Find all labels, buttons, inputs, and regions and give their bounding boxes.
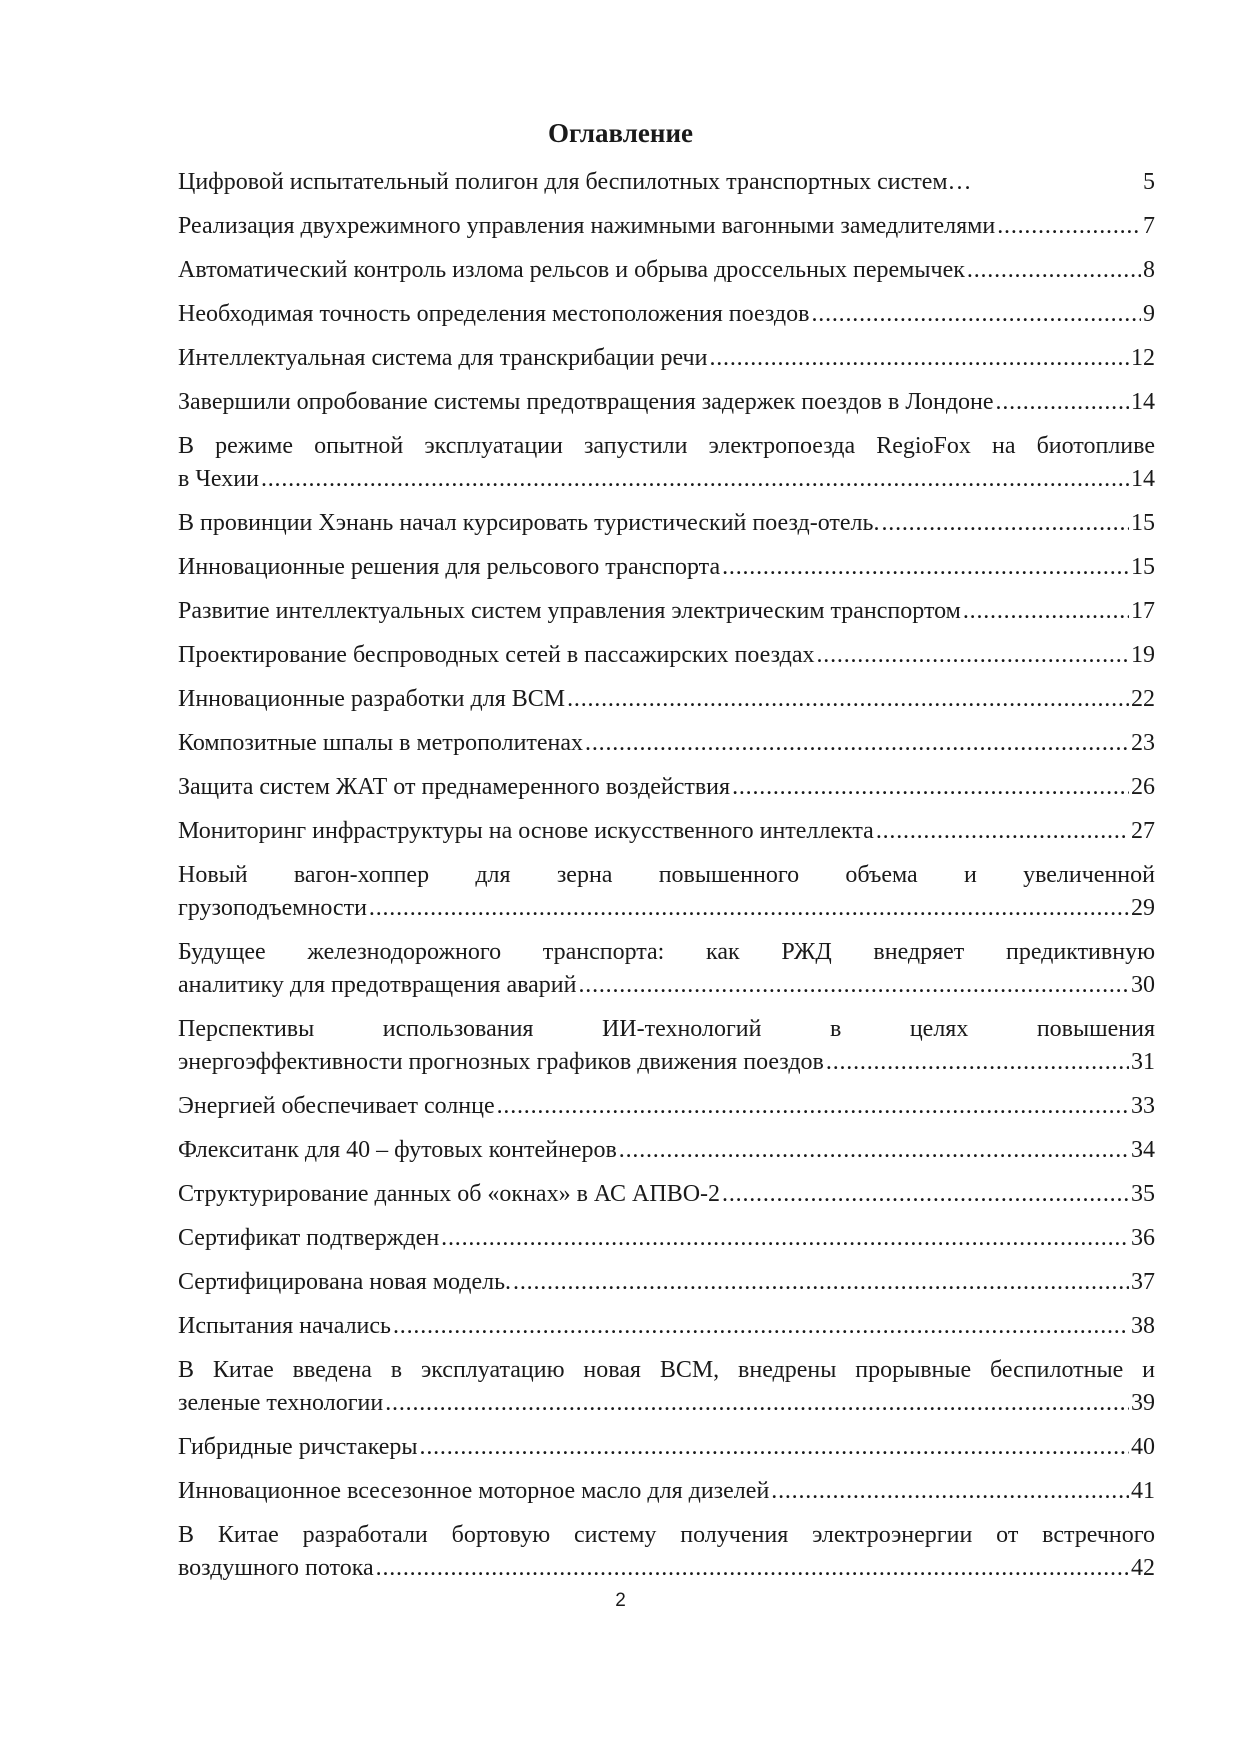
toc-entry-page: 26 bbox=[1131, 774, 1155, 800]
toc-entry-title: В Китае разработали бортовую систему получения электроэнергии от встречного bbox=[178, 1522, 1155, 1548]
toc-entry-title: Будущее железнодорожного транспорта: как РЖД внедряет предиктивную bbox=[178, 939, 1155, 965]
toc-entry-title: Структурирование данных об «окнах» в АС АПВО-2 bbox=[178, 1181, 721, 1207]
toc-entry-title: Энергией обеспечивает солнце bbox=[178, 1093, 495, 1119]
toc-entry[interactable] bbox=[178, 1013, 1155, 1079]
toc-entry-page: 33 bbox=[1131, 1093, 1155, 1119]
page-number: 2 bbox=[615, 1590, 626, 1611]
toc-entry-page: 14 bbox=[1131, 389, 1155, 415]
toc-entry[interactable] bbox=[178, 254, 1155, 287]
toc-entry[interactable] bbox=[178, 298, 1155, 331]
table-of-contents bbox=[178, 166, 1155, 1596]
toc-entry[interactable] bbox=[178, 386, 1155, 419]
toc-entry-title: Мониторинг инфраструктуры на основе искусственного интеллекта bbox=[178, 818, 874, 844]
toc-entry-title: Инновационные разработки для ВСМ bbox=[178, 686, 566, 712]
toc-entry-title-cont: грузоподъемности bbox=[178, 895, 367, 921]
toc-entry-title: Инновационное всесезонное моторное масло для дизелей bbox=[178, 1478, 770, 1504]
toc-entry[interactable] bbox=[178, 683, 1155, 716]
toc-entry-title: Инновационные решения для рельсового транспорта bbox=[178, 554, 721, 580]
toc-entry-title: В Китае введена в эксплуатацию новая ВСМ, внедрены прорывные беспилотные и bbox=[178, 1357, 1155, 1383]
toc-entry-title: Сертификат подтвержден bbox=[178, 1225, 440, 1251]
toc-entry[interactable] bbox=[178, 166, 1155, 199]
toc-entry-title: Перспективы использования ИИ-технологий в целях повышения bbox=[178, 1016, 1155, 1042]
dot-leader bbox=[369, 892, 1129, 925]
toc-entry-title: Сертифицирована новая модель. bbox=[178, 1269, 512, 1295]
toc-entry[interactable] bbox=[178, 859, 1155, 925]
toc-entry-title-cont: зеленые технологии bbox=[178, 1390, 384, 1416]
toc-entry-page: 30 bbox=[1131, 972, 1155, 998]
toc-entry-page: 15 bbox=[1131, 554, 1155, 580]
toc-entry-title: Завершили опробование системы предотвращения задержек поездов в Лондоне bbox=[178, 389, 994, 415]
toc-entry-title-cont: в Чехии bbox=[178, 466, 259, 492]
toc-entry[interactable] bbox=[178, 551, 1155, 584]
toc-entry[interactable] bbox=[178, 771, 1155, 804]
dot-leader bbox=[619, 1134, 1129, 1167]
toc-entry-title: Новый вагон-хоппер для зерна повышенного объема и увеличенной bbox=[178, 862, 1155, 888]
toc-entry[interactable] bbox=[178, 1178, 1155, 1211]
toc-entry-title-cont: воздушного потока bbox=[178, 1555, 374, 1581]
toc-entry[interactable] bbox=[178, 727, 1155, 760]
toc-entry[interactable] bbox=[178, 815, 1155, 848]
toc-entry-title: Флекситанк для 40 – футовых контейнеров bbox=[178, 1137, 617, 1163]
dot-leader bbox=[811, 298, 1141, 331]
dot-leader bbox=[385, 1387, 1129, 1420]
toc-entry-title: Развитие интеллектуальных систем управления электрическим транспортом bbox=[178, 598, 961, 624]
dot-leader bbox=[441, 1222, 1129, 1255]
toc-entry-page: 19 bbox=[1131, 642, 1155, 668]
dot-leader bbox=[261, 463, 1129, 496]
toc-entry-title: Автоматический контроль излома рельсов и обрыва дроссельных перемычек bbox=[178, 257, 965, 283]
toc-entry-page: 29 bbox=[1131, 895, 1155, 921]
dot-leader bbox=[826, 1046, 1129, 1079]
page-title: Оглавление bbox=[548, 118, 693, 148]
toc-entry-title: Защита систем ЖАТ от преднамеренного воздействия bbox=[178, 774, 731, 800]
toc-entry-page: 12 bbox=[1131, 345, 1155, 371]
dot-leader bbox=[963, 595, 1129, 628]
dot-leader bbox=[732, 771, 1129, 804]
toc-entry[interactable] bbox=[178, 342, 1155, 375]
toc-entry-page: 42 bbox=[1131, 1555, 1155, 1581]
toc-entry-page: 22 bbox=[1131, 686, 1155, 712]
toc-entry-page: 39 bbox=[1131, 1390, 1155, 1416]
toc-entry-page: 31 bbox=[1131, 1049, 1155, 1075]
dot-leader bbox=[996, 386, 1129, 419]
toc-entry[interactable] bbox=[178, 1266, 1155, 1299]
dot-leader bbox=[709, 342, 1129, 375]
toc-entry-page: 17 bbox=[1131, 598, 1155, 624]
dot-leader bbox=[497, 1090, 1129, 1123]
toc-entry[interactable] bbox=[178, 1431, 1155, 1464]
dot-leader bbox=[567, 683, 1129, 716]
toc-entry[interactable] bbox=[178, 1475, 1155, 1508]
toc-entry-page: 40 bbox=[1131, 1434, 1155, 1460]
toc-entry[interactable] bbox=[178, 1222, 1155, 1255]
dot-leader bbox=[585, 727, 1129, 760]
dot-leader bbox=[376, 1552, 1129, 1585]
toc-entry-title: Проектирование беспроводных сетей в пассажирских поездах bbox=[178, 642, 815, 668]
dot-leader bbox=[997, 210, 1141, 243]
toc-entry-title: Композитные шпалы в метрополитенах bbox=[178, 730, 584, 756]
toc-entry-page: 27 bbox=[1131, 818, 1155, 844]
dot-leader bbox=[578, 969, 1129, 1002]
toc-entry-page: 38 bbox=[1131, 1313, 1155, 1339]
dot-leader bbox=[876, 815, 1129, 848]
toc-entry-title: Интеллектуальная система для транскрибации речи bbox=[178, 345, 708, 371]
toc-entry[interactable] bbox=[178, 1310, 1155, 1343]
toc-entry-page: 9 bbox=[1143, 301, 1155, 327]
toc-entry-title: Реализация двухрежимного управления нажимными вагонными замедлителями bbox=[178, 213, 996, 239]
toc-entry-page: 35 bbox=[1131, 1181, 1155, 1207]
toc-entry-title-cont: аналитику для предотвращения аварий bbox=[178, 972, 577, 998]
toc-entry-page: 37 bbox=[1131, 1269, 1155, 1295]
toc-entry-title: В режиме опытной эксплуатации запустили электропоезда RegioFox на биотопливе bbox=[178, 433, 1155, 459]
toc-entry[interactable] bbox=[178, 639, 1155, 672]
toc-entry-title: Необходимая точность определения местоположения поездов bbox=[178, 301, 810, 327]
dot-leader bbox=[881, 507, 1129, 540]
toc-entry[interactable] bbox=[178, 430, 1155, 496]
toc-entry[interactable] bbox=[178, 507, 1155, 540]
toc-entry-page: 14 bbox=[1131, 466, 1155, 492]
toc-entry-page: 34 bbox=[1131, 1137, 1155, 1163]
toc-entry[interactable] bbox=[178, 595, 1155, 628]
dot-leader bbox=[393, 1310, 1129, 1343]
dot-leader bbox=[420, 1431, 1129, 1464]
toc-entry-page: 8 bbox=[1143, 257, 1155, 283]
toc-entry-page: 41 bbox=[1131, 1478, 1155, 1504]
toc-entry-page: 15 bbox=[1131, 510, 1155, 536]
toc-entry[interactable] bbox=[178, 210, 1155, 243]
dot-leader bbox=[513, 1266, 1129, 1299]
toc-entry-title-cont: энергоэффективности прогнозных графиков движения поездов bbox=[178, 1049, 824, 1075]
toc-entry-title: Испытания начались bbox=[178, 1313, 391, 1339]
toc-entry-title: Гибридные ричстакеры bbox=[178, 1434, 418, 1460]
toc-entry[interactable] bbox=[178, 1519, 1155, 1585]
toc-entry-title: В провинции Хэнань начал курсировать туристический поезд-отель. bbox=[178, 510, 880, 536]
toc-entry-page: 5 bbox=[1143, 169, 1155, 195]
dot-leader bbox=[967, 254, 1141, 287]
dot-leader bbox=[722, 1178, 1129, 1211]
dot-leader bbox=[817, 639, 1130, 672]
toc-entry-title: Цифровой испытательный полигон для беспилотных транспортных систем… bbox=[178, 169, 972, 195]
toc-entry[interactable] bbox=[178, 1090, 1155, 1123]
toc-entry[interactable] bbox=[178, 1134, 1155, 1167]
toc-entry-page: 7 bbox=[1143, 213, 1155, 239]
dot-leader bbox=[722, 551, 1129, 584]
dot-leader bbox=[771, 1475, 1129, 1508]
toc-entry[interactable] bbox=[178, 936, 1155, 1002]
toc-entry-page: 36 bbox=[1131, 1225, 1155, 1251]
toc-entry[interactable] bbox=[178, 1354, 1155, 1420]
toc-entry-page: 23 bbox=[1131, 730, 1155, 756]
